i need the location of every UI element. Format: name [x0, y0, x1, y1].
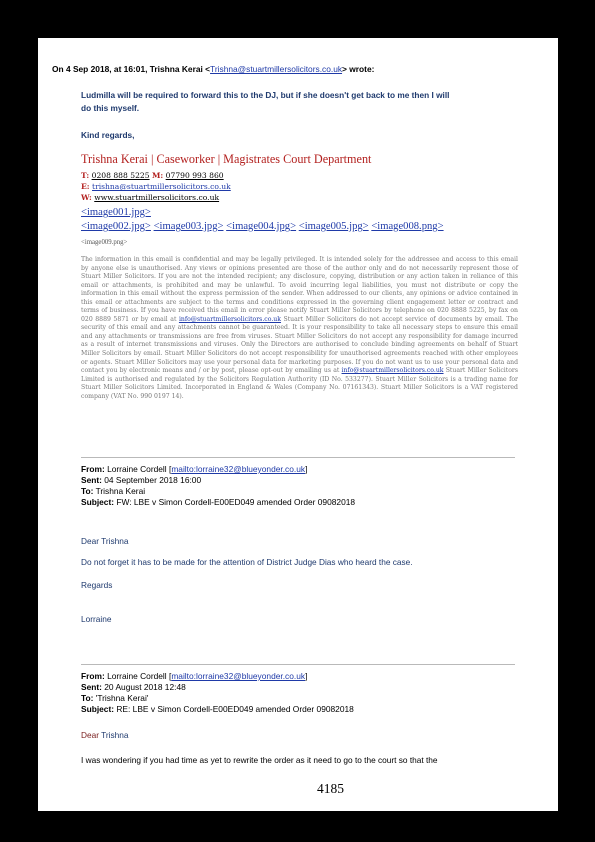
email2-subject: Subject: FW: LBE v Simon Cordell-E00ED049 amended Order 09082018	[81, 497, 356, 507]
image-link-6[interactable]: <image008.png>	[371, 221, 444, 232]
signature-title: Trishna Kerai | Caseworker | Magistrates Court Department	[81, 152, 372, 166]
signature-email-link[interactable]: trishna@stuartmillersolicitors.co.uk	[92, 182, 231, 191]
image-placeholder-9: <image009.png>	[81, 239, 128, 246]
page-number: 4185	[317, 781, 344, 796]
email3-mailto-link[interactable]: mailto:lorraine32@blueyonder.co.uk	[171, 671, 306, 681]
divider	[81, 664, 515, 665]
signature-phone-line: T: 0208 888 5225 M: 07790 993 860	[81, 171, 224, 180]
disclaimer-email-link-2[interactable]: info@stuartmillersolicitors.co.uk	[341, 367, 444, 375]
signature-web-line: W: www.stuartmillersolicitors.co.uk	[81, 193, 220, 202]
website-link[interactable]: www.stuartmillersolicitors.co.uk	[94, 193, 220, 202]
image-link-4[interactable]: <image004.jpg>	[226, 221, 297, 232]
email2-sent: Sent: 04 September 2018 16:00	[81, 475, 202, 485]
email3-to: To: 'Trishna Kerai'	[81, 693, 149, 703]
image-links-row	[81, 221, 444, 232]
email3-body: I was wondering if you had time as yet to rewrite the order as it need to go to the court so that the	[81, 755, 438, 765]
email2-regards: Regards	[81, 580, 113, 590]
image-link-1[interactable]: <image001.jpg>	[81, 207, 151, 218]
email3-greeting: Dear Trishna	[81, 730, 129, 740]
mobile-link[interactable]: 07790 993 860	[165, 171, 224, 180]
email3-subject: Subject: RE: LBE v Simon Cordell-E00ED049 amended Order 09082018	[81, 704, 354, 714]
email2-from: From: Lorraine Cordell [mailto:lorraine32@blueyonder.co.uk]	[81, 464, 308, 474]
email1-body-line1: Ludmilla will be required to forward this to the DJ, but if she doesn't get back to me then I will	[81, 90, 450, 100]
disclaimer-email-link-1[interactable]: info@stuartmillersolicitors.co.uk	[178, 315, 281, 323]
image-link-3[interactable]: <image003.jpg>	[153, 221, 224, 232]
email2-signoff: Lorraine	[81, 614, 112, 624]
email3-from: From: Lorraine Cordell [mailto:lorraine32@blueyonder.co.uk]	[81, 671, 308, 681]
email2-mailto-link[interactable]: mailto:lorraine32@blueyonder.co.uk	[171, 464, 306, 474]
divider	[81, 457, 515, 458]
email1-closing: Kind regards,	[81, 130, 135, 140]
email2-greeting: Dear Trishna	[81, 536, 129, 546]
image-link-2[interactable]: <image002.jpg>	[81, 221, 151, 232]
quote-header: On 4 Sep 2018, at 16:01, Trishna Kerai <Trishna@stuartmillersolicitors.co.uk> wrote:	[52, 64, 375, 74]
legal-disclaimer: The information in this email is confidential and may be legally privileged. It is intended solely for the addressee and access to this email by anyone else is unauthorised. Any views or opinions presented are those of the author only and do not necessarily represent those of Stuart Miller Solicitors. If you are not the intended recipient; any disclosure, copying, distribution or any action taken in reliance of this email or attachments, is prohibited and may be unlawful. To avoid incurring legal liabilities, you must not distribute or copy the information in this email without the express permission of the sender. When addressed to our clients, any opinions or advice contained in this email or attachments are subject to the terms and conditions expressed in the governing client engagement letter or contract and terms of business. If you have received this email in error please notify Stuart Miller Solicitors by telephone on 020 8888 5225, by fax on 020 8889 5871 or by email at info@stuartmillersolicitors.co.uk Stuart Miller Solicitors do not accept service of documents by email. The security of this email and any attachments cannot be guaranteed. It is your responsibility to take all necessary steps to ensure this email and any attachments or transmissions are free from viruses. Stuart Miller Solicitors do not accept any responsibility for damage incurred as a result of internet transmissions and viruses. Only the Directors are authorised to conclude binding agreements on behalf of Stuart Miller Solicitors by email. Stuart Miller Solicitors do not accept responsibility for unauthorised agreements reached with other employees or agents. Stuart Miller Solicitors may use your personal data for marketing purposes. If you do not want us to use your personal data and contact you by electronic means and / or by post, please opt-out by emailing us at info@stuartmillersolicitors.co.uk Stuart Miller Solicitors Limited is authorised and regulated by the Solicitors Regulation Authority (ID No. 533277). Stuart Miller Solicitors is a trading name for Stuart Miller Solicitors Limited. Incorporated in England & Wales (Company No. 07161343). Stuart Miller Solicitors is a VAT registered company (VAT No. 990 0197 14).	[81, 256, 518, 400]
signature-email-line: E: trishna@stuartmillersolicitors.co.uk	[81, 182, 231, 191]
document-page	[38, 38, 558, 811]
image-link-5[interactable]: <image005.jpg>	[298, 221, 369, 232]
sender-email-link[interactable]: Trishna@stuartmillersolicitors.co.uk	[210, 64, 343, 74]
email2-to: To: Trishna Kerai	[81, 486, 146, 496]
phone-link[interactable]: 0208 888 5225	[91, 171, 150, 180]
email2-body: Do not forget it has to be made for the attention of District Judge Dias who heard the case.	[81, 557, 413, 567]
email3-sent: Sent: 20 August 2018 12:48	[81, 682, 186, 692]
email1-body-line2: do this myself.	[81, 103, 140, 113]
